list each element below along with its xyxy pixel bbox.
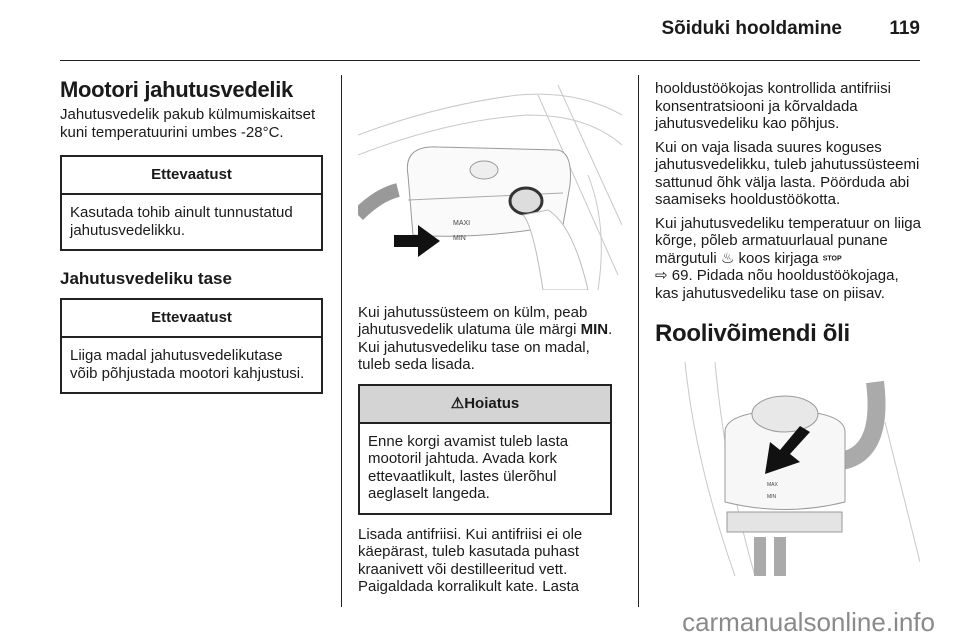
body-text: Kui on vaja lisada suures koguses jahutusvedelikku, tuleb jahutussüsteemi sattunud õhk välja lasta. Pöörduda abi saamiseks hooldustöökotta. <box>655 138 920 208</box>
body-text: Kui jahutusvedeliku temperatuur on liiga kõrge, põleb armatuurlaual punane märgutuli ♨ koos kirjaga STOP ⇨ 69. Pidada nõu hooldustöökojaga, kas jahutusvedeliku tase on piisav. <box>655 214 921 302</box>
caution-title: Ettevaatust <box>62 300 321 338</box>
page-reference-arrow-icon: ⇨ <box>655 267 668 285</box>
page-reference[interactable]: 69 <box>671 267 689 285</box>
column-2 <box>358 75 623 602</box>
body-text: Lisada antifriisi. Kui antifriisi ei ole käepärast, tuleb kasutada puhast kraanivett või destilleeritud vett. Paigaldada korralikult kate. Lasta <box>358 525 583 595</box>
intro-text: Jahutusvedelik pakub külmumiskaitset kuni temperatuurini umbes -28°C. <box>60 106 316 141</box>
figure-label-min: MIN <box>767 494 777 501</box>
watermark: carmanualsonline.info <box>682 607 935 637</box>
stop-label: STOP <box>822 254 842 262</box>
section-heading: Roolivõimendi õli <box>655 320 850 348</box>
figure-label-maxi: MAXI <box>453 220 471 227</box>
header-rule <box>60 60 920 61</box>
body-text: Kui jahutussüsteem on külm, peab jahutusvedelik ulatuma üle märgi MIN. Kui jahutusvedeliku tase on madal, tuleb seda lisada. <box>358 303 613 373</box>
column-1 <box>60 77 325 394</box>
warning-triangle-icon: ⚠ <box>450 394 465 412</box>
power-steering-reservoir-figure <box>655 362 920 576</box>
warning-header <box>360 386 610 424</box>
caution-box <box>60 155 323 251</box>
coolant-reservoir-figure <box>358 75 622 290</box>
caution-text: Kasutada tohib ainult tunnustatud jahutusvedelikku. <box>70 204 293 239</box>
page-number: 119 <box>889 18 920 39</box>
subheading: Jahutusvedeliku tase <box>60 269 232 288</box>
warning-box <box>358 384 612 515</box>
caution-box <box>60 298 323 394</box>
caution-text: Liiga madal jahutusvedelikutase võib põhjustada mootori kahjustusi. <box>70 347 305 382</box>
warning-text: Enne korgi avamist tuleb lasta mootoril jahtuda. Avada kork ettevaatlikult, lastes ülerõhul aeglaselt langeda. <box>368 432 569 502</box>
figure-label-max: MAX <box>767 482 778 489</box>
section-heading: Mootori jahutusvedelik <box>60 77 293 102</box>
coolant-temperature-icon: ♨ <box>720 249 735 267</box>
warning-title: Hoiatus <box>464 394 520 412</box>
column-divider <box>638 75 639 607</box>
column-divider <box>341 75 342 607</box>
column-3 <box>655 80 925 581</box>
running-header-title: Sõiduki hooldamine <box>661 18 842 39</box>
figure-label-min: MIN <box>453 235 466 242</box>
body-text: hooldustöökojas kontrollida antifriisi konsentratsiooni ja kõrvaldada jahutusvedeliku kao põhjus. <box>655 80 891 132</box>
caution-title: Ettevaatust <box>62 157 321 195</box>
